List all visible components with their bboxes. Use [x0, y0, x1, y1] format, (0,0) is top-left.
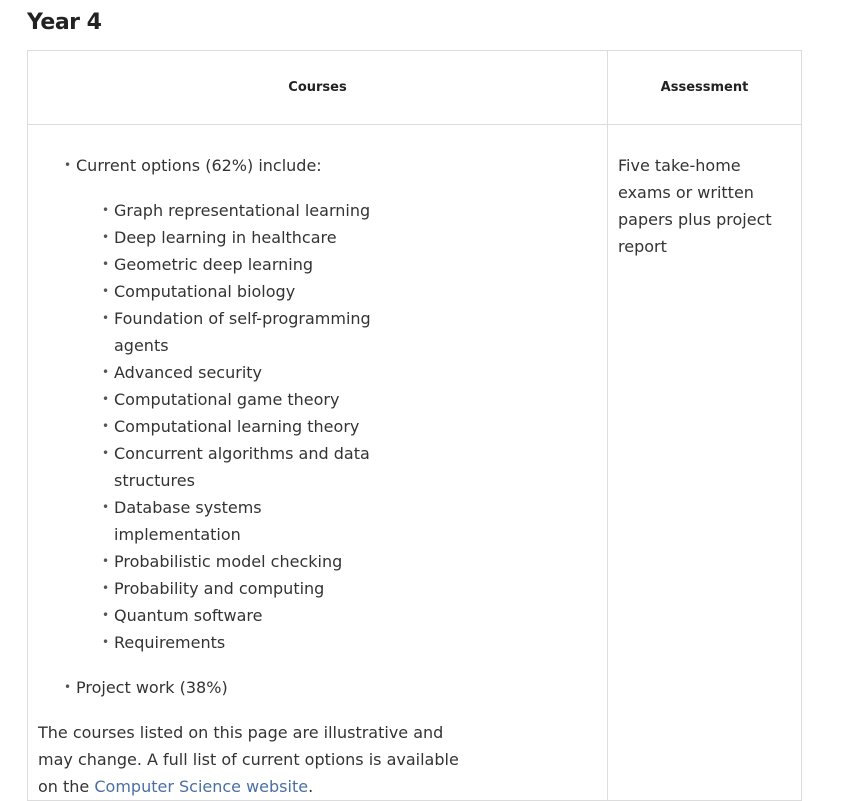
note-text: The courses listed on this page are illustrative and may change. A full list of current options is available on the — [38, 723, 459, 796]
page-title: Year 4 — [27, 10, 102, 35]
table-header-row — [28, 51, 802, 125]
assessment-cell: Five take-home exams or written papers plus project report — [608, 125, 802, 801]
project-work-item: • Project work (38%) — [38, 674, 597, 701]
options-list — [76, 197, 597, 656]
course-structure-list — [38, 152, 597, 701]
option-item: • Computational learning theory — [76, 413, 384, 440]
option-item: • Probabilistic model checking — [76, 548, 384, 575]
option-item: • Deep learning in healthcare — [76, 224, 384, 251]
option-item: • Geometric deep learning — [76, 251, 384, 278]
option-item: • Foundation of self-programming agents — [76, 305, 384, 359]
disclaimer-note — [38, 719, 478, 800]
option-item: • Quantum software — [76, 602, 384, 629]
option-item: • Concurrent algorithms and data structures — [76, 440, 384, 494]
option-item: • Computational biology — [76, 278, 384, 305]
option-item: • Graph representational learning — [76, 197, 384, 224]
course-table — [27, 50, 802, 801]
current-options-label: Current options (62%) include: — [76, 156, 322, 175]
current-options-item — [38, 152, 597, 656]
option-item: • Computational game theory — [76, 386, 384, 413]
note-end: . — [308, 777, 314, 796]
option-item: • Probability and computing — [76, 575, 384, 602]
table-row — [28, 125, 802, 801]
option-item: • Database systems implementation — [76, 494, 384, 548]
courses-cell — [28, 125, 608, 801]
option-item: • Requirements — [76, 629, 384, 656]
assessment-column-header: Assessment — [608, 51, 802, 125]
option-item: • Advanced security — [76, 359, 384, 386]
courses-column-header: Courses — [28, 51, 608, 125]
computer-science-website-link[interactable]: Computer Science website — [94, 777, 309, 796]
